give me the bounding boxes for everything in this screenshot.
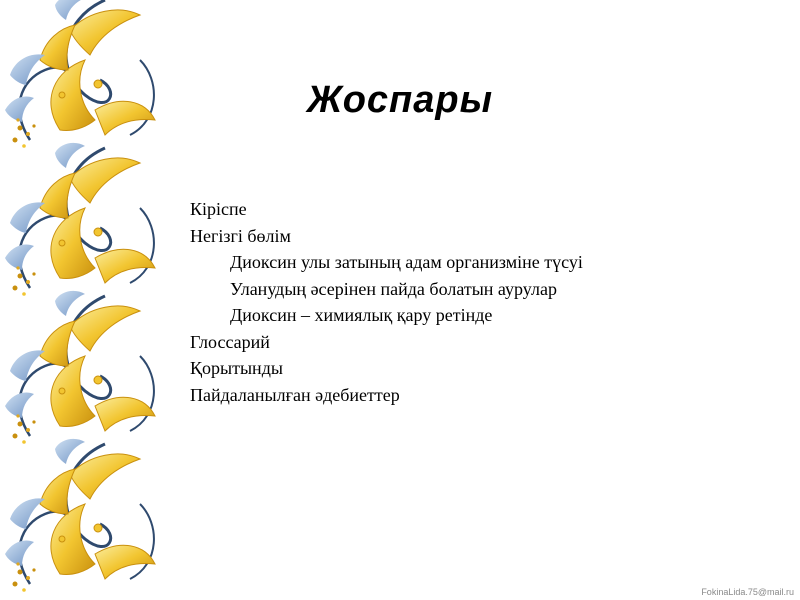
outline-item: Қорытынды	[190, 358, 283, 378]
outline-subitem: Диоксин – химиялық қару ретінде	[230, 305, 493, 325]
plan-outline	[190, 196, 710, 408]
outline-item: Глоссарий	[190, 331, 270, 352]
outline-subitem: Уланудың әсерінен пайда болатын аурулар	[230, 278, 557, 299]
outline-item: Пайдаланылған әдебиеттер	[190, 384, 400, 405]
outline-subitem: Диоксин улы затының адам организміне түсуі	[230, 252, 583, 272]
outline-item: Кіріспе	[190, 199, 247, 219]
page-title: Жоспары	[306, 79, 494, 121]
footer-email: FokinaLida.75@mail.ru	[701, 587, 794, 597]
outline-item: Негізгі бөлім	[190, 225, 291, 246]
golden-swirl-ornament-icon	[0, 0, 170, 600]
